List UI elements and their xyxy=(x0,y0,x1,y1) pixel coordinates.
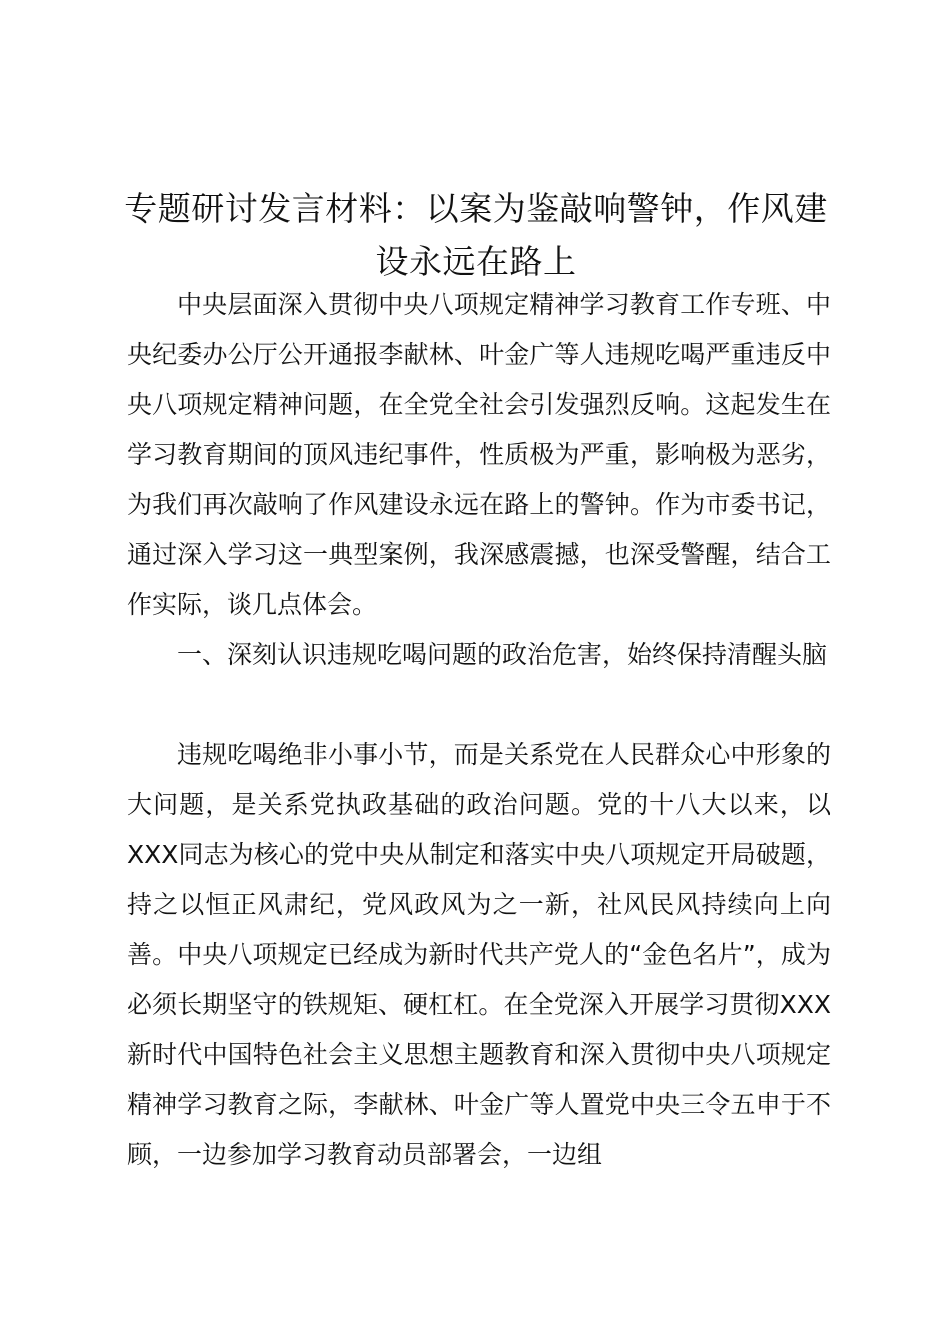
document-title: 专题研讨发言材料：以案为鉴敲响警钟，作风建设永远在路上 xyxy=(124,189,828,281)
paragraph-intro: 中央层面深入贯彻中央八项规定精神学习教育工作专班、中央纪委办公厅公开通报李献林、叶金广等人违规吃喝严重违反中央八项规定精神问题，在全党全社会引发强烈反响。这起发生在学习教育期间的顶风违纪事件，性质极为严重，影响极为恶劣，为我们再次敲响了作风建设永远在路上的警钟。作为市委书记，通过深入学习这一典型案例，我深感震撼，也深受警醒，结合工作实际，谈几点体会。 xyxy=(127,290,831,619)
section-heading-1: 一、深刻认识违规吃喝问题的政治危害，始终保持清醒头脑 xyxy=(177,640,828,669)
paragraph-section-1: 违规吃喝绝非小事小节，而是关系党在人民群众心中形象的大问题，是关系党执政基础的政治问题。党的十八大以来，以XXX同志为核心的党中央从制定和落实中央八项规定开局破题，持之以恒正风肃纪，党风政风为之一新，社风民风持续向上向善。中央八项规定已经成为新时代共产党人的“金色名片”，成为必须长期坚守的铁规矩、硬杠杠。在全党深入开展学习贯彻XXX新时代中国特色社会主义思想主题教育和深入贯彻中央八项规定精神学习教育之际，李献林、叶金广等人置党中央三令五申于不顾，一边参加学习教育动员部署会，一边组 xyxy=(127,740,831,1169)
